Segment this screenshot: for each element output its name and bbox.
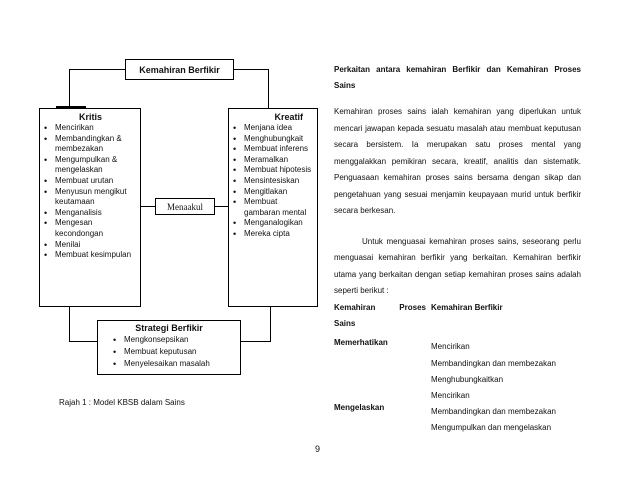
kreatif-box — [228, 108, 318, 307]
strategi-berfikir-title: Strategi Berfikir — [135, 323, 203, 333]
kreatif-item: • Membuat gambaran mental — [232, 197, 315, 218]
kritis-box — [39, 108, 141, 307]
strategi-item: • Mengkonsepsikan — [112, 334, 238, 346]
kritis-item: • Mengesan kecondongan — [43, 218, 138, 239]
menaakul-label: Menaakul — [167, 201, 203, 212]
kritis-item: • Menilai — [43, 240, 138, 251]
connector-bottom-left-v — [69, 307, 70, 342]
table-row-thinking: Membandingkan dan membezakan — [431, 407, 556, 416]
strategi-list — [112, 334, 238, 370]
connector-top-left-h — [69, 69, 126, 70]
paragraph-1: Kemahiran proses sains ialah kemahiran yang diperlukan untuk mencari jawapan kepada sesuatu masalah atau membuat keputusan secara bersistem. Ia merupakan satu proses mental yang menggalakkan pemikiran secara, kreatif, analitis dan sistematik. Penguasaan kemahiran proses sains bersama dengan sikap dan pengetahuan yang sesuai menjamin keupayaan murid untuk berfikir secara berkesan. — [334, 107, 581, 215]
kreatif-item: • Membuat hipotesis — [232, 165, 315, 176]
kreatif-item: • Membuat inferens — [232, 144, 315, 155]
kreatif-title: Kreatif — [274, 112, 303, 122]
kritis-item: • Menganalisis — [43, 208, 138, 219]
kreatif-item: • Mengitlakan — [232, 187, 315, 198]
connector-bottom-right-h — [240, 341, 271, 342]
kritis-item: • Mencirikan — [43, 123, 138, 134]
connector-mid-left — [140, 206, 155, 207]
text-column — [334, 62, 581, 300]
connector-top-right-v — [268, 69, 269, 109]
kritis-item: • Menyusun mengikut keutamaan — [43, 187, 138, 208]
kritis-title: Kritis — [78, 112, 102, 122]
section-heading: Perkaitan antara kemahiran Berfikir dan Kemahiran Proses Sains — [334, 65, 581, 90]
kreatif-item: • Meramalkan — [232, 155, 315, 166]
connector-bottom-right-v — [270, 307, 271, 342]
table-header-right: Kemahiran Berfikir — [431, 303, 503, 312]
strategi-berfikir-box — [97, 320, 241, 375]
table-row-thinking: Mencirikan — [431, 391, 470, 400]
table-row-thinking: Membandingkan dan membezakan — [431, 359, 556, 368]
kreatif-item: • Menganalogikan — [232, 218, 315, 229]
page-number: 9 — [315, 444, 321, 454]
menaakul-box — [155, 198, 215, 215]
kritis-item: • Membuat kesimpulan — [43, 250, 138, 261]
table-row-thinking: Menghubungkaitkan — [431, 375, 504, 384]
kritis-item: • Membuat urutan — [43, 176, 138, 187]
connector-top-left-v — [69, 69, 70, 109]
kemahiran-berfikir-label: Kemahiran Berfikir — [139, 64, 220, 75]
table-row-skill: Memerhatikan — [334, 338, 388, 347]
kritis-list — [43, 123, 138, 261]
connector-mid-right — [214, 206, 229, 207]
strategi-item: • Menyelesaikan masalah — [112, 358, 238, 370]
kritis-item: • Mengumpulkan & mengelaskan — [43, 155, 138, 176]
kemahiran-berfikir-box — [125, 59, 234, 80]
table-row-thinking: Mencirikan — [431, 342, 470, 351]
diagram-caption: Rajah 1 : Model KBSB dalam Sains — [59, 398, 185, 407]
kreatif-item: • Mensintesiskan — [232, 176, 315, 187]
kreatif-item: • Menghubungkait — [232, 134, 315, 145]
kreatif-list — [232, 123, 315, 240]
table-header-left: Kemahiran Proses Sains — [334, 303, 426, 328]
connector-bottom-left-h — [69, 341, 97, 342]
kritis-item: • Membandingkan & membezakan — [43, 134, 138, 155]
kreatif-item: • Menjana idea — [232, 123, 315, 134]
connector-top-right-h — [233, 69, 269, 70]
strategi-item: • Membuat keputusan — [112, 346, 238, 358]
paragraph-2: Untuk menguasai kemahiran proses sains, seseorang perlu menguasai kemahiran berfikir yang berkaitan. Kemahiran berfikir utama yang berkaitan dengan setiap kemahiran proses sains adalah seperti berikut : — [334, 236, 581, 295]
table-row-skill: Mengelaskan — [334, 403, 385, 412]
kreatif-item: • Mereka cipta — [232, 229, 315, 240]
table-row-thinking: Mengumpulkan dan mengelaskan — [431, 423, 552, 432]
